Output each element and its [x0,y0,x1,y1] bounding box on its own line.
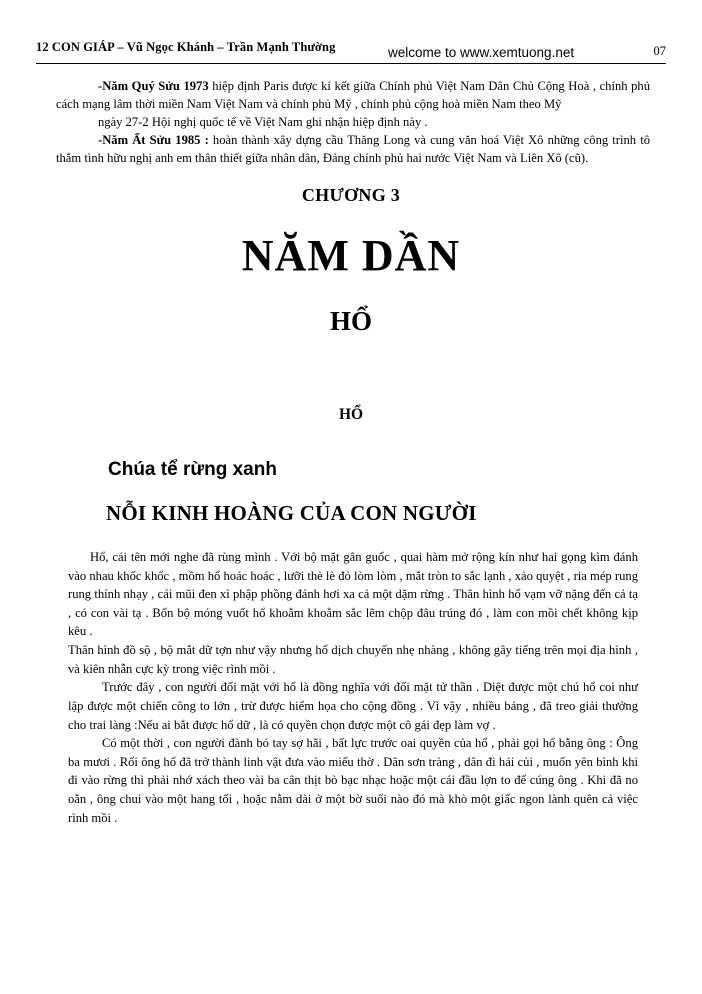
header-page-number: 07 [653,44,666,58]
lead-heading-2: NỖI KINH HOÀNG CỦA CON NGƯỜI [106,500,477,525]
prose-paragraph-4: Có một thời , con người đành bó tay sợ hãi , bất lực trước oai quyền của hổ , phải gọi hổ bằng ông : Ông ba mươi . Rối ông hổ đã trở thành linh vật đưa vào miếu thờ . Dân sơn tràng , dân đi hái củi , muốn yên bình khi đi vào rừng thì phải nhớ xách theo vài ba cân thịt bò bạc nhạc hoặc một cái đầu lợn to để cúng ông . Khi đã no oằn , ông chui vào một hang tối , hoặc nằm dài ở một bờ suối nào đó mà khò một giấc ngon lành quên cả việc rình mồi . [68,736,638,825]
prose-paragraph-1: Hổ, cái tên mới nghe đã rùng mình . Với bộ mặt gân guốc , quai hàm mở rộng kín như hai gọng kìm đánh vào nhau khốc khốc , mồm hổ hoác hoác , lưỡi thè lè đỏ lòm lòm , mắt tròn to sắc lạnh , xảo quyệt , ria mép rung rung thính nhạy , cái mũi đen xì phập phồng đánh hơi xa cả một dặm rừng . Thân hình hổ vạm vỡ nặng đến cả tạ , có con vài tạ . Bốn bộ móng vuốt hổ khoằm khoằm sắc lẽm chộp đâu trúng đó , làm con mồi chết không kịp kêu . [68,549,638,639]
main-prose [36,548,666,827]
paragraph-1985-text: hoàn thành xây dựng cầu Thăng Long và cung văn hoá Việt Xô những công trình tô thắm tình hữu nghị anh em thân thiết giữa nhân dân, Đảng chính phủ hai nước Việt Nam và Liên Xô (cũ). [56,132,650,165]
header-book-title: 12 CON GIÁP – Vũ Ngọc Khánh – Trần Mạnh Thường [36,40,336,54]
prose-paragraph-3: Trước đây , con người đối mặt với hổ là đồng nghĩa với đối mặt tử thần . Diệt được một chú hổ coi như lập được một chiến công to lớn , trừ được hiểm họa cho cộng đồng . Vì vậy , nhiều bảng , đã treo giải thưởng cho trai làng :Nếu ai bắt được hổ dữ , là có quyền chọn được một cô gái đẹp làm vợ . [68,680,638,732]
chapter-heading: CHƯƠNG 3 [301,185,401,206]
paragraph-1985 [56,132,650,168]
paragraph-1973 [56,78,650,114]
paragraph-conference: ngày 27-2 Hội nghị quốc tế về Việt Nam ghi nhận hiệp định này . [98,114,428,129]
paragraph-1973-text: hiệp định Paris được kí kết giữa Chính phủ Việt Nam Dân Chủ Cộng Hoà , chính phủ cách mạng lâm thời miền Nam Việt Nam và chính phủ Mỹ , chính phủ cộng hoà miền Nam theo Mỹ [56,79,651,111]
top-section [36,78,666,167]
page-title: NĂM DẦN [241,231,461,281]
year-label-1985: -Năm Ất Sửu 1985 : [98,132,209,147]
header-website-link[interactable]: welcome to www.xemtuong.net [388,45,575,60]
subtitle-primary: HỔ [329,306,372,337]
year-label-1973: -Năm Quý Sửu 1973 [98,79,209,93]
subtitle-secondary: HỔ [338,406,364,424]
page-header [36,40,666,64]
lead-heading-1: Chúa tể rừng xanh [108,458,277,480]
prose-paragraph-2: Thân hình đồ sộ , bộ mắt dữ tợn như vậy nhưng hổ dịch chuyển nhẹ nhàng , không gây tiếng trên mọi địa hình , và kiên nhẫn cực kỳ trong việc rình mồi . [68,643,638,676]
